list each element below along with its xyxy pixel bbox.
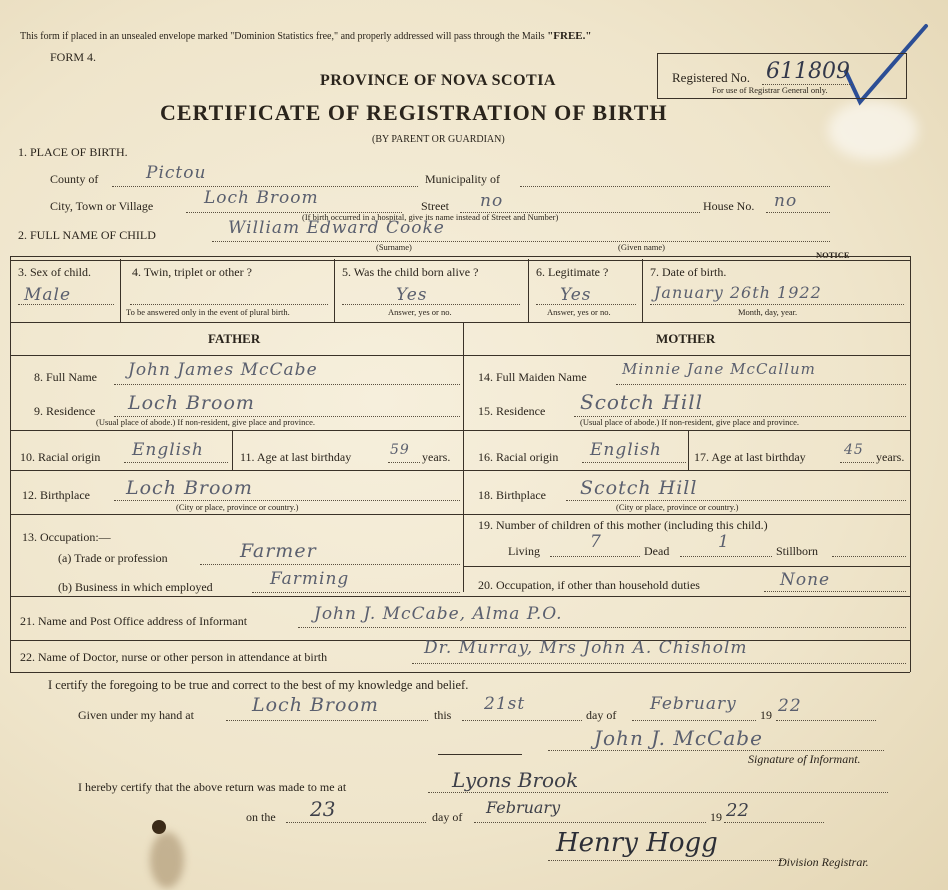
legitimate-value: Yes (560, 285, 592, 305)
father-residence-label: 9. Residence (34, 404, 96, 418)
father-business-label: (b) Business in which employed (58, 580, 213, 594)
father-name-value: John James McCabe (128, 360, 318, 380)
certificate-title: CERTIFICATE OF REGISTRATION OF BIRTH (160, 100, 668, 125)
mother-residence-value: Scotch Hill (580, 390, 704, 414)
surname-note: (Surname) (376, 242, 412, 252)
dob-note: Month, day, year. (738, 307, 798, 317)
dob-label: 7. Date of birth. (650, 265, 727, 279)
father-birthplace-label: 12. Birthplace (22, 488, 90, 502)
living-label: Living (508, 544, 540, 558)
living-value: 7 (590, 532, 602, 552)
county-label: County of (50, 172, 99, 186)
father-years-label: years. (422, 450, 451, 464)
mother-birthplace-note: (City or place, province or country.) (616, 502, 739, 512)
informant-label: 21. Name and Post Office address of Informant (20, 614, 248, 628)
house-label: House No. (703, 199, 755, 213)
dead-label: Dead (644, 544, 670, 558)
street-label: Street (421, 199, 449, 213)
registrar-statement: I hereby certify that the above return was made to me at (78, 780, 347, 794)
father-residence-value: Loch Broom (128, 392, 255, 414)
registered-label: Registered No. (672, 70, 750, 85)
sex-value: Male (24, 285, 72, 305)
twin-note: To be answered only in the event of plural birth. (126, 307, 290, 317)
father-trade-value: Farmer (240, 540, 317, 562)
child-name-value: William Edward Cooke (228, 218, 445, 238)
notice-label: NOTICE (816, 250, 850, 260)
legitimate-note: Answer, yes or no. (547, 307, 611, 317)
dob-value: January 26th 1922 (654, 283, 822, 302)
doctor-label: 22. Name of Doctor, nurse or other person in attendance at birth (20, 650, 328, 664)
given-day-value: 21st (484, 694, 526, 714)
doctor-value: Dr. Murray, Mrs John A. Chisholm (424, 638, 748, 658)
father-occupation-label: 13. Occupation:— (22, 530, 111, 544)
given-year-prefix: 19 (760, 708, 772, 722)
father-racial-label: 10. Racial origin (20, 450, 101, 464)
father-heading: FATHER (208, 331, 261, 346)
mother-racial-label: 16. Racial origin (478, 450, 559, 464)
mother-name-value: Minnie Jane McCallum (622, 360, 816, 378)
father-racial-value: English (132, 440, 204, 460)
informant-value: John J. McCabe, Alma P.O. (314, 604, 563, 624)
father-residence-note: (Usual place of abode.) If non-resident, give place and province. (96, 417, 316, 427)
ink-smudge (150, 832, 184, 888)
alive-label: 5. Was the child born alive ? (342, 265, 479, 279)
stillborn-label: Stillborn (776, 544, 819, 558)
mother-occupation-value: None (780, 570, 831, 590)
alive-value: Yes (396, 285, 428, 305)
registrar-note: For use of Registrar General only. (712, 85, 828, 95)
county-value: Pictou (146, 163, 207, 183)
mother-age-value: 45 (844, 442, 864, 458)
mother-name-label: 14. Full Maiden Name (478, 370, 587, 384)
mother-racial-value: English (590, 440, 662, 460)
signature-of-informant-label: Signature of Informant. (748, 752, 861, 766)
father-age-label: 11. Age at last birthday (240, 450, 352, 464)
father-trade-label: (a) Trade or profession (58, 551, 168, 565)
given-place-value: Loch Broom (252, 694, 379, 716)
given-year-value: 22 (778, 696, 802, 716)
certify-statement: I certify the foregoing to be true and correct to the best of my knowledge and belief. (48, 678, 469, 692)
child-name-label: 2. FULL NAME OF CHILD (18, 228, 156, 242)
father-business-value: Farming (270, 569, 350, 589)
given-name-note: (Given name) (618, 242, 665, 252)
registrar-year-prefix: 19 (710, 810, 722, 824)
mother-birthplace-value: Scotch Hill (580, 477, 698, 499)
certificate-subtitle: (BY PARENT OR GUARDIAN) (372, 134, 505, 145)
given-label: Given under my hand at (78, 708, 194, 722)
province-title: PROVINCE OF NOVA SCOTIA (320, 72, 556, 89)
father-name-label: 8. Full Name (34, 370, 97, 384)
father-age-value: 59 (390, 442, 410, 458)
alive-note: Answer, yes or no. (388, 307, 452, 317)
father-birthplace-value: Loch Broom (126, 477, 253, 499)
city-value: Loch Broom (204, 188, 319, 208)
legitimate-label: 6. Legitimate ? (536, 265, 609, 279)
mother-birthplace-label: 18. Birthplace (478, 488, 546, 502)
registrar-place-value: Lyons Brook (452, 768, 579, 792)
mother-residence-label: 15. Residence (478, 404, 546, 418)
on-the-label: on the (246, 810, 276, 824)
registrar-year-value: 22 (726, 800, 749, 821)
informant-signature: John J. McCabe (594, 726, 763, 750)
registrar-signature: Henry Hogg (556, 828, 718, 858)
hospital-note: (If birth occurred in a hospital, give its name instead of Street and Number) (302, 212, 559, 222)
mother-years-label: years. (876, 450, 905, 464)
twin-label: 4. Twin, triplet or other ? (132, 265, 252, 279)
registrar-month-value: February (486, 798, 561, 817)
dead-value: 1 (718, 532, 730, 552)
street-value: no (480, 191, 504, 211)
this-label: this (434, 708, 452, 722)
mother-residence-note: (Usual place of abode.) If non-resident, give place and province. (580, 417, 800, 427)
mother-children-label: 19. Number of children of this mother (including this child.) (478, 518, 768, 532)
sex-label: 3. Sex of child. (18, 265, 91, 279)
registrar-day-of-label: day of (432, 810, 463, 824)
place-of-birth-heading: 1. PLACE OF BIRTH. (18, 145, 128, 159)
city-label: City, Town or Village (50, 199, 154, 213)
given-day-of-label: day of (586, 708, 617, 722)
father-birthplace-note: (City or place, province or country.) (176, 502, 299, 512)
mother-age-label: 17. Age at last birthday (694, 450, 806, 464)
envelope-note: This form if placed in an unsealed envelope marked "Dominion Statistics free," and properly addressed will pass through the Mails "FREE." (20, 30, 592, 42)
given-month-value: February (650, 694, 737, 714)
form-number: FORM 4. (50, 50, 97, 64)
division-registrar-label: Division Registrar. (778, 855, 869, 869)
mother-heading: MOTHER (656, 331, 716, 346)
registered-number: 611809 (766, 59, 850, 84)
municipality-label: Municipality of (425, 172, 500, 186)
mother-occupation-label: 20. Occupation, if other than household duties (478, 578, 700, 592)
registrar-day-value: 23 (310, 797, 336, 821)
house-value: no (774, 191, 798, 211)
